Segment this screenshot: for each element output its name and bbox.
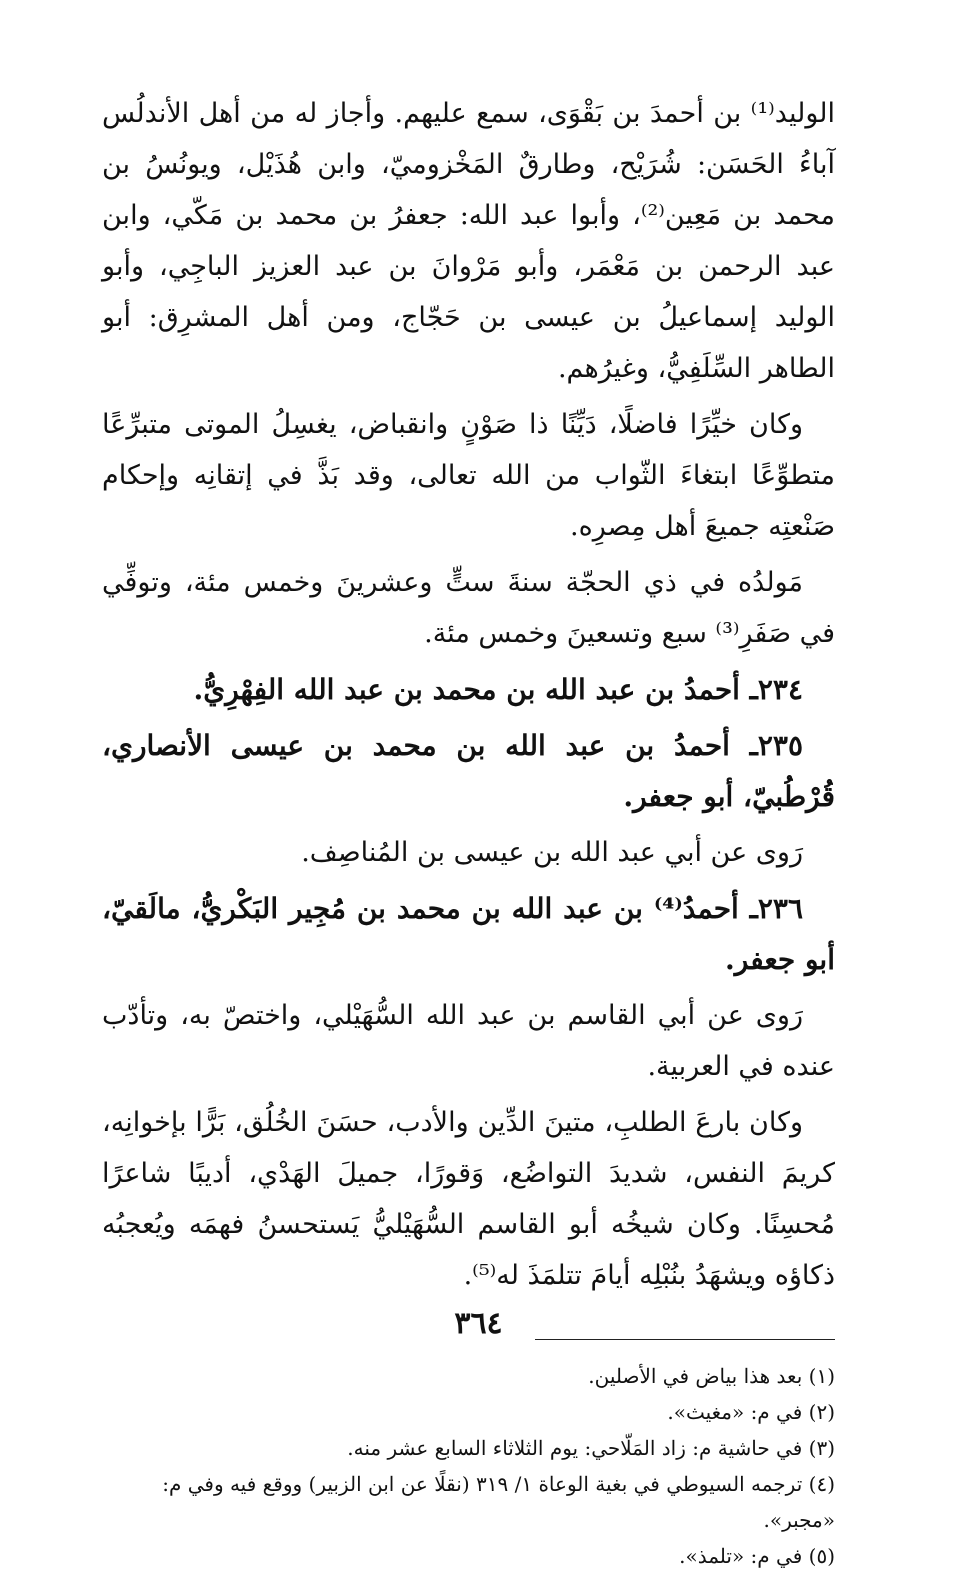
footnote: (١) بعد هذا بياض في الأصلين. (588, 1364, 835, 1388)
paragraph: الوليد⁽¹⁾ بن أحمدَ بن بَقْوَى، سمع عليهم. وأجاز له من أهل الأندلُس آباءُ الحَسَن: شُرَيْح، وطارقٌ المَخْزوميّ، وابن هُذَيْل، ويونُسُ بن محمد بن مَعِين⁽²⁾، وأبوا عبد الله: جعفرُ بن محمد بن مَكّي، وابن عبد الرحمن بن مَعْمَر، وأبو مَرْوانَ بن عبد العزيز الباجِي، وأبو الوليد إسماعيلُ بن عيسى بن حَجّاج، ومن أهل المشرِق: أبو الطاهر السِّلَفِيُّ، وغيرُهم. (102, 98, 835, 384)
entry-236-text: رَوى عن أبي القاسم بن عبد الله السُّهَيْلي، واختصّ به، وتأدّب عنده في العربية. (102, 1000, 835, 1082)
entry-heading-234: ٢٣٤ـ أحمدُ بن عبد الله بن محمد بن عبد الله الفِهْرِيُّ. (193, 673, 803, 706)
footnotes (102, 1358, 835, 1574)
footnote: (٢) في م: «مغيث». (667, 1400, 835, 1424)
paragraph: وكان خيِّرًا فاضلًا، دَيِّنًا ذا صَوْنٍ وانقباض، يغسِلُ الموتى متبرِّعًا متطوِّعًا ابتغاءَ الثّواب من الله تعالى، وقد بَذَّ في إتقانِه وإحكام صَنْعتِه جميعَ أهل مِصرِه. (102, 409, 835, 542)
paragraph: مَولدُه في ذي الحجّة سنةَ ستٍّ وعشرينَ وخمس مئة، وتوفِّي في صَفَرِ⁽³⁾ سبع وتسعينَ وخمس مئة. (102, 567, 835, 649)
footnote: (٥) في م: «تلمذ». (679, 1544, 835, 1568)
entry-heading-236: ٢٣٦ـ أحمدُ⁽⁴⁾ بن عبد الله بن محمد بن مُجِير البَكْريُّ، مالَقيّ، أبو جعفر. (102, 892, 835, 976)
entry-235-text: رَوى عن أبي عبد الله بن عيسى بن المُناصِف. (301, 837, 803, 868)
main-text (102, 88, 835, 1301)
page-number: ٣٦٤ (454, 1306, 503, 1341)
footnote: (٣) في حاشية م: زاد المَلّاحي: يوم الثلاثاء السابع عشر منه. (347, 1436, 835, 1460)
entry-236-text: وكان بارعَ الطلبِ، متينَ الدِّين والأدب، حسَنَ الخُلُق، بَرًّا بإخوانِه، كريمَ النفس، شديدَ التواضُع، وَقورًا، جميلَ الهَدْي، أديبًا شاعرًا مُحسِنًا. وكان شيخُه أبو القاسم السُّهَيْليُّ يَستحسنُ فهمَه ويُعجبُه ذكاؤه ويشهَدُ بنُبْلِه أيامَ تتلمَذَ له⁽⁵⁾. (102, 1107, 835, 1291)
entry-heading-235: ٢٣٥ـ أحمدُ بن عبد الله بن محمد بن عيسى الأنصاري، قُرْطُبيّ، أبو جعفر. (102, 729, 835, 813)
footnote: (٤) ترجمه السيوطي في بغية الوعاة ١/ ٣١٩ (نقلًا عن ابن الزبير) ووقع فيه وفي م: «مجبر». (162, 1472, 835, 1532)
